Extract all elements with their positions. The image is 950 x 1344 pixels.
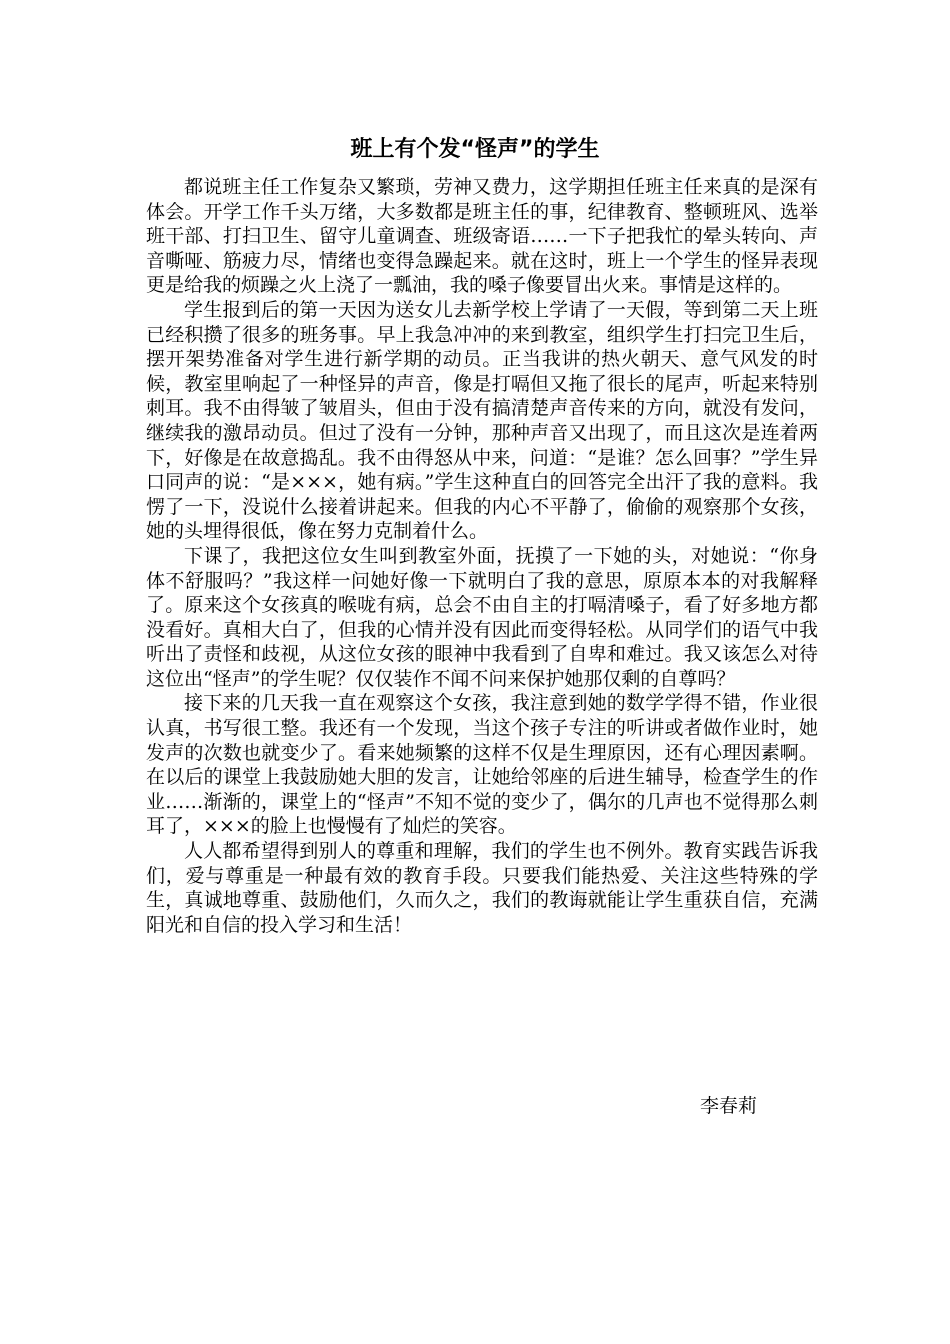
paragraph-2: 学生报到后的第一天因为送女儿去新学校上学请了一天假，等到第二天上班已经积攒了很多的班务事。早上我急冲冲的来到教室，组织学生打扫完卫生后，摆开架势准备对学生进行新学期的动员。正当我讲的热火朝天、意气风发的时候，教室里响起了一种怪异的声音，像是打嗝但又拖了很长的尾声，听起来特别刺耳。我不由得皱了皱眉头，但由于没有搞清楚声音传来的方向，就没有发问，继续我的激昂动员。但过了没有一分钟，那种声音又出现了，而且这次是连着两下，好像是在故意捣乱。我不由得怒从中来，问道：“是谁？怎么回事？”学生异口同声的说：“是×××，她有病。”学生这种直白的回答完全出汗了我的意料。我愣了一下，没说什么接着讲起来。但我的内心不平静了，偷偷的观察那个女孩，她的头埋得很低，像在努力克制着什么。: [146, 298, 818, 543]
paragraph-4: 接下来的几天我一直在观察这个女孩，我注意到她的数学学得不错，作业很认真，书写很工整。我还有一个发现，当这个孩子专注的听讲或者做作业时，她发声的次数也就变少了。看来她频繁的这样不仅是生理原因，还有心理因素啊。在以后的课堂上我鼓励她大胆的发言，让她给邻座的后进生辅导，检查学生的作业……渐渐的，课堂上的“怪声”不知不觉的变少了，偶尔的几声也不觉得那么刺耳了，×××的脸上也慢慢有了灿烂的笑容。: [146, 692, 818, 838]
author-signature: 李春莉: [700, 1095, 758, 1117]
paragraph-3: 下课了，我把这位女生叫到教室外面，抚摸了一下她的头，对她说：“你身体不舒服吗？”我这样一问她好像一下就明白了我的意思，原原本本的对我解释了。原来这个女孩真的喉咙有病，总会不由自主的打嗝清嗓子，看了好多地方都没看好。真相大白了，但我的心情并没有因此而变得轻松。从同学们的语气中我听出了责怪和歧视，从这位女孩的眼神中我看到了自卑和难过。我又该怎么对待这位出“怪声”的学生呢？仅仅装作不闻不问来保护她那仅剩的自尊吗？: [146, 544, 818, 690]
document-body: [146, 175, 818, 937]
paragraph-5: 人人都希望得到别人的尊重和理解，我们的学生也不例外。教育实践告诉我们，爱与尊重是一种最有效的教育手段。只要我们能热爱、关注这些特殊的学生，真诚地尊重、鼓励他们，久而久之，我们的教诲就能让学生重获自信，充满阳光和自信的投入学习和生活！: [146, 840, 818, 936]
paragraph-1: 都说班主任工作复杂又繁琐，劳神又费力，这学期担任班主任来真的是深有体会。开学工作千头万绪，大多数都是班主任的事，纪律教育、整顿班风、选举班干部、打扫卫生、留守儿童调查、班级寄语……一下子把我忙的晕头转向、声音嘶哑、筋疲力尽，情绪也变得急躁起来。就在这时，班上一个学生的怪异表现更是给我的烦躁之火上浇了一瓢油，我的嗓子像要冒出火来。事情是这样的。: [146, 176, 818, 297]
document-title: 班上有个发“怪声”的学生: [350, 137, 600, 162]
